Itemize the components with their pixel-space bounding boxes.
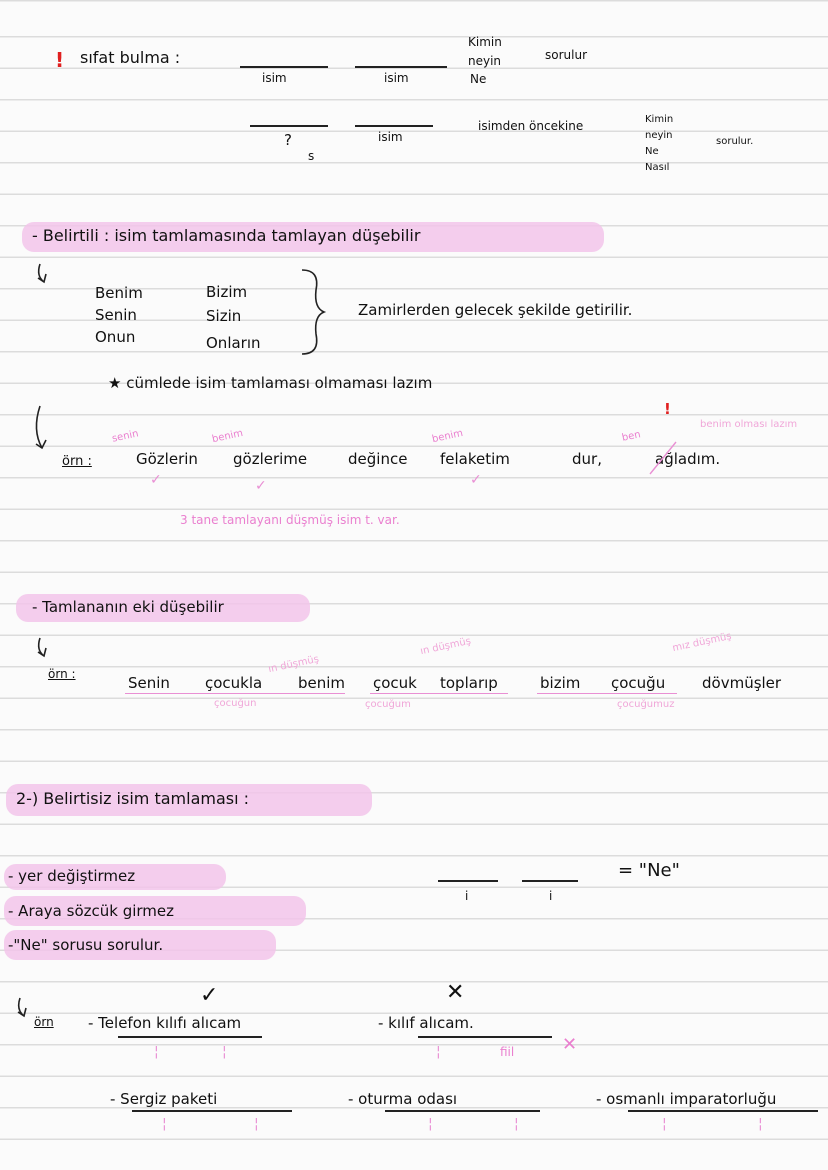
blank-line <box>355 66 447 68</box>
annotation: senin <box>111 428 140 445</box>
example-word: felaketim <box>440 450 510 468</box>
annotation: fiil <box>500 1045 515 1059</box>
pronoun: Senin <box>95 306 137 324</box>
blank-line <box>240 66 328 68</box>
page-title: sıfat bulma : <box>80 48 181 67</box>
warning-icon: ! <box>664 400 671 418</box>
example-word: ağladım. <box>655 450 721 468</box>
example-word: dövmüşler <box>702 674 782 692</box>
pink-mark: ¦ <box>154 1044 159 1060</box>
formula-mark: i <box>465 889 469 903</box>
example-word: Gözlerin <box>136 450 198 468</box>
suffix-text: sorulur <box>545 48 588 62</box>
underline <box>418 1036 552 1038</box>
question-word: neyin <box>468 54 502 68</box>
rule-item: - Araya sözcük girmez <box>8 902 175 920</box>
annotation: benim <box>431 427 465 446</box>
blank-line <box>355 125 433 127</box>
annotation: ın düşmüş <box>419 635 472 658</box>
pink-mark: ¦ <box>758 1116 763 1132</box>
section-heading: 2-) Belirtisiz isim tamlaması : <box>16 789 250 808</box>
section-heading: - Tamlananın eki düşebilir <box>32 598 224 616</box>
arrow-icon <box>34 636 52 662</box>
example-label: örn : <box>62 454 92 469</box>
example-item: - kılıf alıcam. <box>378 1014 474 1032</box>
annotation: benim <box>211 427 245 446</box>
brace-icon <box>298 268 328 356</box>
annotation: mız düşmüş <box>671 630 733 655</box>
label-isim: isim <box>384 71 409 85</box>
label-s: s <box>308 149 315 163</box>
example-item: - oturma odası <box>348 1090 458 1108</box>
blank-line <box>250 125 328 127</box>
example-word: dur, <box>572 450 602 468</box>
pink-mark: ¦ <box>428 1116 433 1132</box>
example-word: çocuğu <box>611 674 666 692</box>
brace-text: Zamirlerden gelecek şekilde getirilir. <box>358 301 633 319</box>
pronoun: Benim <box>95 284 143 302</box>
annotation: benim olması lazım <box>700 419 798 430</box>
question-word: Ne <box>470 72 487 86</box>
example-word: bizim <box>540 674 581 692</box>
example-item: - Sergiz paketi <box>110 1090 218 1108</box>
arrow-icon <box>30 404 52 456</box>
rule-item: - yer değiştirmez <box>8 867 136 885</box>
suffix-text: sorulur. <box>716 136 754 147</box>
example-word: Senin <box>128 674 170 692</box>
pronoun: Onların <box>206 334 261 352</box>
arrow-icon <box>14 996 32 1022</box>
pink-mark: ¦ <box>514 1116 519 1132</box>
example-item: - osmanlı imparatorluğu <box>596 1090 777 1108</box>
question-word: Kimin <box>468 35 502 49</box>
question-word: Kimin <box>645 114 674 125</box>
formula-mark: i <box>549 889 553 903</box>
question-word: Ne <box>645 146 659 157</box>
arrow-icon <box>34 262 54 288</box>
example-word: değince <box>348 450 408 468</box>
annotation: ben <box>620 429 642 444</box>
strike-mark <box>648 440 678 476</box>
pink-mark: ¦ <box>254 1116 259 1132</box>
example-label: örn <box>34 1015 54 1029</box>
question-mark: ? <box>284 131 292 149</box>
cross-icon: ✕ <box>562 1034 578 1055</box>
question-word: Nasıl <box>645 162 670 173</box>
check-icon: ✓ <box>255 478 267 494</box>
example-word: gözlerime <box>233 450 308 468</box>
example-word: çocuk <box>373 674 417 692</box>
formula-text: = "Ne" <box>618 860 680 881</box>
blank-line <box>438 880 498 882</box>
annotation: çocuğum <box>365 699 411 710</box>
underline <box>370 693 508 694</box>
underline <box>118 1036 262 1038</box>
underline <box>537 693 677 694</box>
question-word: neyin <box>645 130 673 141</box>
pink-mark: ¦ <box>436 1044 441 1060</box>
pronoun: Onun <box>95 328 136 346</box>
pronoun: Sizin <box>206 307 242 325</box>
label-isim: isim <box>262 71 287 85</box>
label-isim: isim <box>378 130 403 144</box>
note-text: 3 tane tamlayanı düşmüş isim t. var. <box>180 513 400 527</box>
example-item: - Telefon kılıfı alıcam <box>88 1014 242 1032</box>
check-icon: ✓ <box>470 472 482 488</box>
pink-mark: ¦ <box>662 1116 667 1132</box>
rule-item: -"Ne" sorusu sorulur. <box>8 936 164 954</box>
annotation: ın düşmüş <box>267 653 320 676</box>
underline <box>125 693 345 694</box>
section-heading: - Belirtili : isim tamlamasında tamlayan düşebilir <box>32 226 421 245</box>
pronoun: Bizim <box>206 283 248 301</box>
cross-icon: ✕ <box>446 980 465 1005</box>
blank-line <box>522 880 578 882</box>
example-label: örn : <box>48 667 76 681</box>
note-text: ★ cümlede isim tamlaması olmaması lazım <box>108 374 433 392</box>
underline <box>628 1110 818 1112</box>
annotation: çocuğun <box>214 698 257 709</box>
example-word: çocukla <box>205 674 263 692</box>
example-word: benim <box>298 674 346 692</box>
example-word: toplarıp <box>440 674 498 692</box>
rule-text: isimden öncekine <box>478 119 584 133</box>
pink-mark: ¦ <box>162 1116 167 1132</box>
underline <box>132 1110 292 1112</box>
underline <box>385 1110 540 1112</box>
check-icon: ✓ <box>200 983 219 1008</box>
pink-mark: ¦ <box>222 1044 227 1060</box>
warning-icon: ! <box>55 48 65 72</box>
annotation: çocuğumuz <box>617 699 675 710</box>
check-icon: ✓ <box>150 472 162 488</box>
